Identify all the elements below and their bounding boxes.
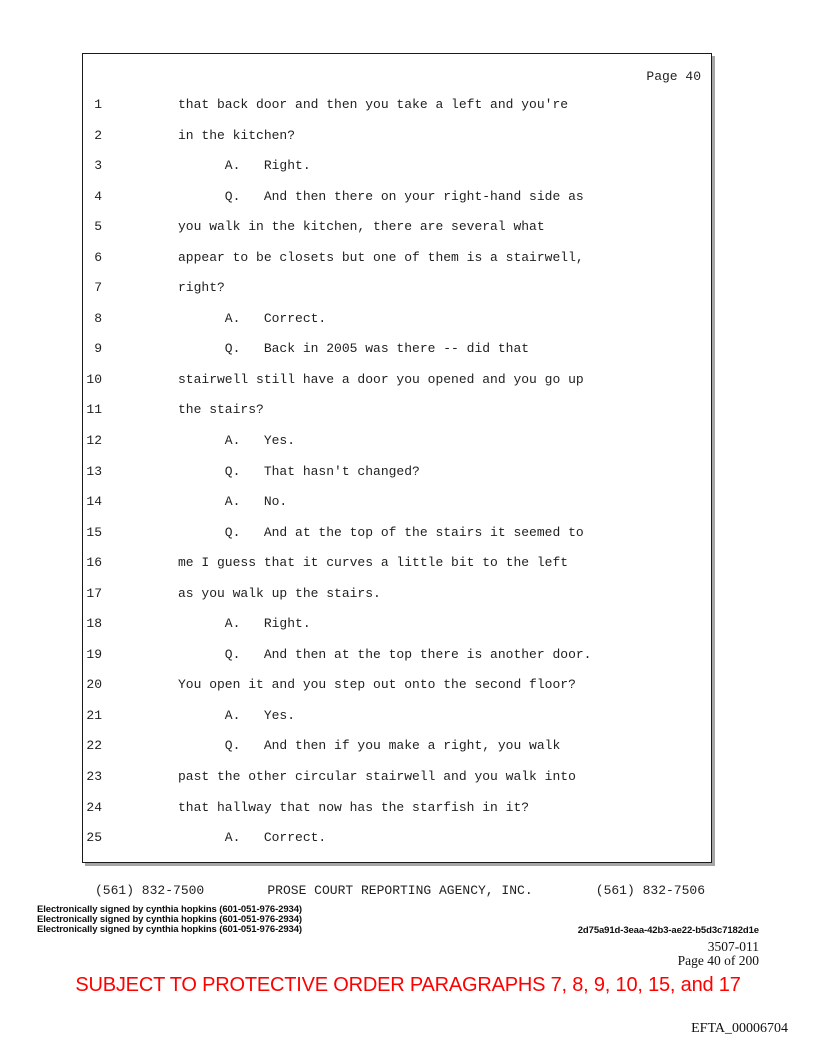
transcript-line [83, 341, 711, 372]
reporter-phone-left: (561) 832-7500 [95, 883, 205, 898]
line-number: 10 [86, 371, 102, 387]
transcript-lines [83, 97, 711, 861]
line-number: 3 [94, 158, 102, 174]
page-indicator: Page 40 of 200 [677, 953, 759, 968]
line-number: 1 [94, 97, 102, 112]
line-text: stairwell still have a door you opened and you go up [178, 371, 584, 387]
line-number: 19 [86, 646, 102, 662]
transcript-line [83, 402, 711, 433]
signature-stamp-line: Electronically signed by cynthia hopkins (601-051-976-2934) [37, 924, 302, 935]
signature-stamps [37, 905, 302, 935]
transcript-line [83, 647, 711, 678]
reporter-agency-name: PROSE COURT REPORTING AGENCY, INC. [267, 883, 533, 898]
transcript-line [83, 464, 711, 495]
transcript-line [83, 97, 711, 128]
line-text: A. Correct. [178, 830, 327, 846]
transcript-line [83, 494, 711, 525]
line-text: A. Right. [178, 616, 311, 632]
line-text: Q. And at the top of the stairs it seemed to [178, 524, 584, 540]
transcript-line [83, 555, 711, 586]
line-number: 24 [86, 799, 102, 815]
line-text: Q. That hasn't changed? [178, 463, 420, 479]
line-number: 18 [86, 616, 102, 632]
line-text: in the kitchen? [178, 127, 296, 143]
transcript-line [83, 769, 711, 800]
line-text: right? [178, 280, 225, 296]
line-text: Q. And then at the top there is another door. [178, 646, 592, 662]
transcript-line [83, 128, 711, 159]
transcript-line [83, 525, 711, 556]
line-number: 8 [94, 310, 102, 326]
line-number: 17 [86, 585, 102, 601]
reporter-footer [95, 883, 705, 898]
transcript-line [83, 280, 711, 311]
line-number: 7 [94, 280, 102, 296]
transcript-line [83, 158, 711, 189]
line-text: appear to be closets but one of them is a stairwell, [178, 249, 584, 265]
line-text: A. Yes. [178, 433, 296, 449]
transcript-line [83, 800, 711, 831]
line-text: as you walk up the stairs. [178, 585, 381, 601]
line-text: A. No. [178, 494, 288, 510]
line-text: the stairs? [178, 402, 264, 418]
transcript-line [83, 189, 711, 220]
doc-refs [578, 925, 759, 968]
transcript-box [82, 53, 712, 863]
transcript-line [83, 677, 711, 708]
transcript-line [83, 250, 711, 281]
transcript-line [83, 586, 711, 617]
transcript-line [83, 738, 711, 769]
line-text: You open it and you step out onto the second floor? [178, 677, 576, 693]
reporter-phone-right: (561) 832-7506 [595, 883, 705, 898]
line-text: A. Correct. [178, 310, 327, 326]
line-number: 25 [86, 830, 102, 846]
line-number: 16 [86, 555, 102, 571]
bates-number: EFTA_00006704 [691, 1021, 788, 1036]
line-number: 2 [94, 127, 102, 143]
line-text: me I guess that it curves a little bit to the left [178, 555, 569, 571]
line-text: past the other circular stairwell and you walk into [178, 769, 576, 785]
line-number: 11 [86, 402, 102, 418]
line-number: 22 [86, 738, 102, 754]
transcript-line [83, 616, 711, 647]
line-text: that back door and then you take a left and you're [178, 97, 569, 112]
transcript-line [83, 311, 711, 342]
transcript-line [83, 708, 711, 739]
transcript-page-number: Page 40 [646, 69, 701, 84]
line-text: that hallway that now has the starfish in it? [178, 799, 530, 815]
transcript-line [83, 830, 711, 861]
line-number: 13 [86, 463, 102, 479]
line-number: 9 [94, 341, 102, 357]
line-number: 21 [86, 707, 102, 723]
line-text: Q. Back in 2005 was there -- did that [178, 341, 530, 357]
line-number: 23 [86, 769, 102, 785]
line-text: you walk in the kitchen, there are several what [178, 219, 545, 235]
line-number: 4 [94, 188, 102, 204]
exhibit-code: 3507-011 [707, 939, 759, 954]
line-text: A. Right. [178, 158, 311, 174]
protective-order-notice: SUBJECT TO PROTECTIVE ORDER PARAGRAPHS 7, 8, 9, 10, 15, and 17 [75, 974, 741, 996]
line-text: Q. And then there on your right-hand side as [178, 188, 584, 204]
line-number: 6 [94, 249, 102, 265]
transcript-line [83, 219, 711, 250]
signature-stamp-line: Electronically signed by cynthia hopkins (601-051-976-2934) [37, 914, 302, 925]
transcript-line [83, 433, 711, 464]
line-text: Q. And then if you make a right, you walk [178, 738, 561, 754]
signature-stamp-line: Electronically signed by cynthia hopkins (601-051-976-2934) [37, 904, 302, 915]
line-number: 20 [86, 677, 102, 693]
line-number: 14 [86, 494, 102, 510]
transcript-line [83, 372, 711, 403]
line-number: 12 [86, 433, 102, 449]
line-number: 5 [94, 219, 102, 235]
line-text: A. Yes. [178, 707, 296, 723]
line-number: 15 [86, 524, 102, 540]
document-id: 2d75a91d-3eaa-42b3-ae22-b5d3c7182d1e [577, 925, 759, 936]
